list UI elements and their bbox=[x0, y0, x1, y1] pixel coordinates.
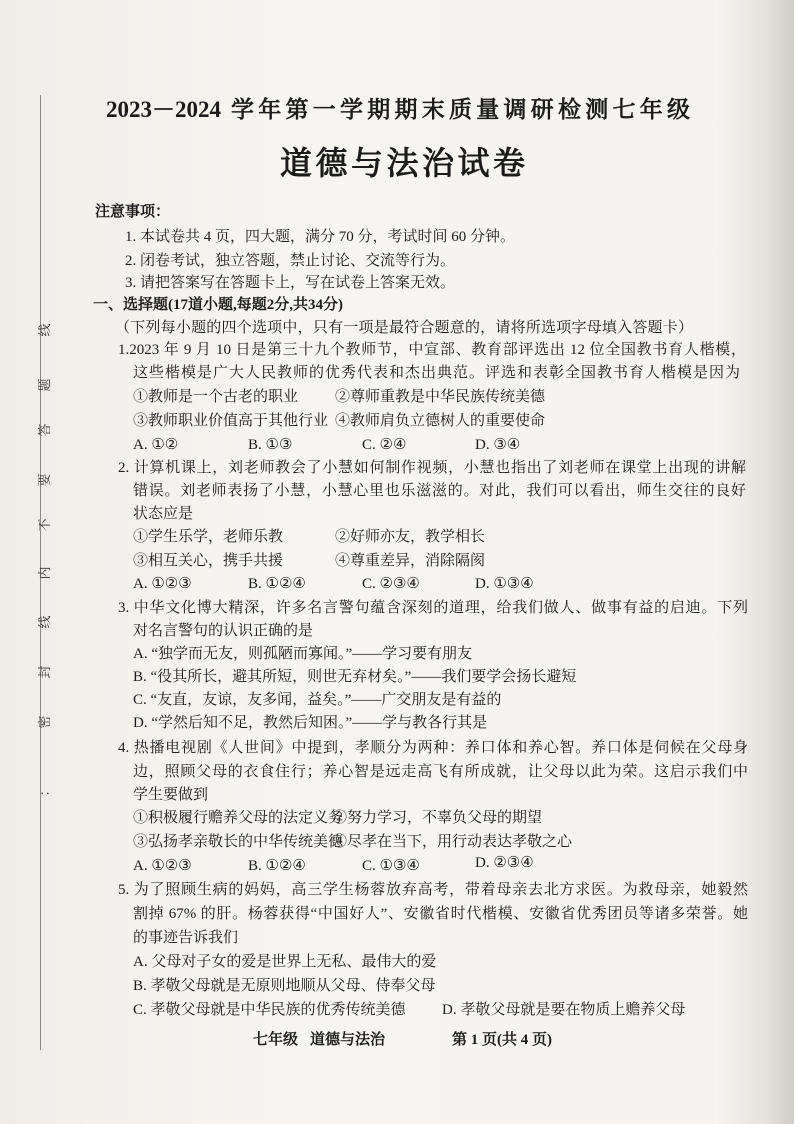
option-c: C. “友直，友谅，友多闻，益矣。”——广交朋友是有益的 bbox=[133, 692, 502, 708]
footer-page-number: 第 1 页(共 4 页) bbox=[452, 1032, 552, 1048]
seal-char: 线 bbox=[37, 615, 52, 629]
notice-item: 3. 请把答案写在答题卡上，写在试卷上答案无效。 bbox=[125, 275, 456, 291]
choice-a: A. ①②③ bbox=[133, 576, 192, 592]
statement: ③弘扬孝亲敬长的中华传统美德 bbox=[133, 834, 344, 850]
footer-subject: 道德与法治 bbox=[310, 1032, 386, 1048]
section-instruction: （下列每小题的四个选项中，只有一项是最符合题意的，请将所选项字母填入答题卡） bbox=[115, 320, 693, 336]
statement: ④尽孝在当下，用行动表达孝敬之心 bbox=[332, 834, 573, 850]
exam-year-line: 2023－2024 学年第一学期期末质量调研检测七年级 bbox=[106, 97, 690, 122]
choice-d: D. ②③④ bbox=[475, 855, 534, 871]
choice-c: C. ①③④ bbox=[362, 858, 420, 874]
seal-char: 要 bbox=[37, 473, 52, 487]
choice-a: A. ①② bbox=[133, 437, 179, 453]
question-stem-line: 边，照顾父母的衣食住行；养心智是远走高飞有所成就，让父母以此为荣。这启示我们中 bbox=[133, 764, 748, 780]
question-stem-line: 学生要做到 bbox=[133, 787, 209, 803]
option-b: B. 孝敬父母就是无原则地顺从父母、侍奉父母 bbox=[133, 978, 436, 994]
statement: ①学生乐学，老师乐教 bbox=[133, 529, 284, 545]
question-stem-line: 的事迹告诉我们 bbox=[133, 930, 239, 946]
notice-heading: 注意事项： bbox=[95, 204, 171, 220]
statement: ②努力学习，不辜负父母的期望 bbox=[332, 810, 543, 826]
question-stem-line: 2. 计算机课上，刘老师教会了小慧如何制作视频，小慧也指出了刘老师在课堂上出现的讲解 bbox=[118, 460, 746, 476]
margin-line-label: 线 bbox=[37, 323, 52, 337]
notice-item: 1. 本试卷共 4 页，四大题，满分 70 分，考试时间 60 分钟。 bbox=[125, 229, 516, 245]
section-heading: 一、选择题(17道小题,每题2分,共34分) bbox=[93, 297, 343, 313]
choice-d: D. ①③④ bbox=[475, 576, 534, 592]
seal-char: 答 bbox=[37, 423, 52, 437]
exam-title: 道德与法治试卷 bbox=[280, 145, 525, 181]
statement: ③教师职业价值高于其他行业 bbox=[133, 413, 329, 429]
seal-char: 内 bbox=[37, 566, 52, 580]
option-d: D. 孝敬父母就是要在物质上赡养父母 bbox=[442, 1002, 686, 1018]
question-stem-line: 错误。刘老师表扬了小慧，小慧心里也乐滋滋的。对此，我们可以看出，师生交往的良好 bbox=[133, 483, 746, 499]
option-b: B. “役其所长，避其所短，则世无弃材矣。”——我们要学会扬长避短 bbox=[133, 669, 577, 685]
choice-c: C. ②④ bbox=[362, 437, 407, 453]
question-stem-line: 5. 为了照顾生病的妈妈，高三学生杨蓉放弃高考，带着母亲去北方求医。为救母亲，她毅然 bbox=[118, 882, 748, 898]
margin-colon: ： bbox=[37, 783, 52, 797]
option-c: C. 孝敬父母就是中华民族的优秀传统美德 bbox=[133, 1002, 406, 1018]
statement: ④尊重差异，消除隔阂 bbox=[335, 553, 486, 569]
notice-item: 2. 闭卷考试，独立答题，禁止讨论、交流等行为。 bbox=[125, 253, 456, 269]
choice-a: A. ①②③ bbox=[133, 858, 192, 874]
question-stem-line: 割掉 67% 的肝。杨蓉获得“中国好人”、安徽省时代楷模、安徽省优秀团员等诸多荣誉。她 bbox=[133, 906, 748, 922]
question-stem-line: 4. 热播电视剧《人世间》中提到，孝顺分为两种：养口体和养心智。养口体是伺候在父母身 bbox=[118, 740, 748, 756]
option-d: D. “学然后知不足，教然后知困。”——学与教各行其是 bbox=[133, 715, 488, 731]
choice-b: B. ①②④ bbox=[248, 576, 306, 592]
statement: ③相互关心，携手共援 bbox=[133, 553, 284, 569]
question-stem-line: 3. 中华文化博大精深，许多名言警句蕴含深刻的道理，给我们做人、做事有益的启迪。下列 bbox=[118, 600, 748, 616]
option-a: A. “独学而无友，则孤陋而寡闻。”——学习要有朋友 bbox=[133, 646, 473, 662]
seal-char: 密 bbox=[37, 715, 52, 729]
choice-b: B. ①②④ bbox=[248, 858, 306, 874]
statement: ②好师亦友，教学相长 bbox=[335, 529, 486, 545]
option-a: A. 父母对子女的爱是世界上无私、最伟大的爱 bbox=[133, 954, 437, 970]
footer-grade: 七年级 bbox=[253, 1032, 299, 1048]
statement: ①积极履行赡养父母的法定义务 bbox=[133, 810, 344, 826]
seal-char: 不 bbox=[37, 518, 52, 532]
seal-char: 题 bbox=[37, 378, 52, 392]
choice-b: B. ①③ bbox=[248, 437, 293, 453]
question-stem-line: 这些楷模是广大人民教师的优秀代表和杰出典范。评选和表彰全国教书育人楷模是因为 bbox=[133, 365, 740, 381]
question-stem-line: 对名言警句的认识正确的是 bbox=[133, 623, 314, 639]
statement: ①教师是一个古老的职业 bbox=[133, 389, 299, 405]
seal-char: 封 bbox=[37, 665, 52, 679]
choice-d: D. ③④ bbox=[475, 437, 521, 453]
statement: ②尊师重教是中华民族传统美德 bbox=[335, 389, 546, 405]
question-stem-line: 1.2023 年 9 月 10 日是第三十九个教师节，中宣部、教育部评选出 12 位全国教书育人楷模， bbox=[118, 342, 746, 358]
question-stem-line: 状态应是 bbox=[133, 506, 194, 522]
statement: ④教师肩负立德树人的重要使命 bbox=[335, 413, 546, 429]
choice-c: C. ②③④ bbox=[362, 576, 420, 592]
